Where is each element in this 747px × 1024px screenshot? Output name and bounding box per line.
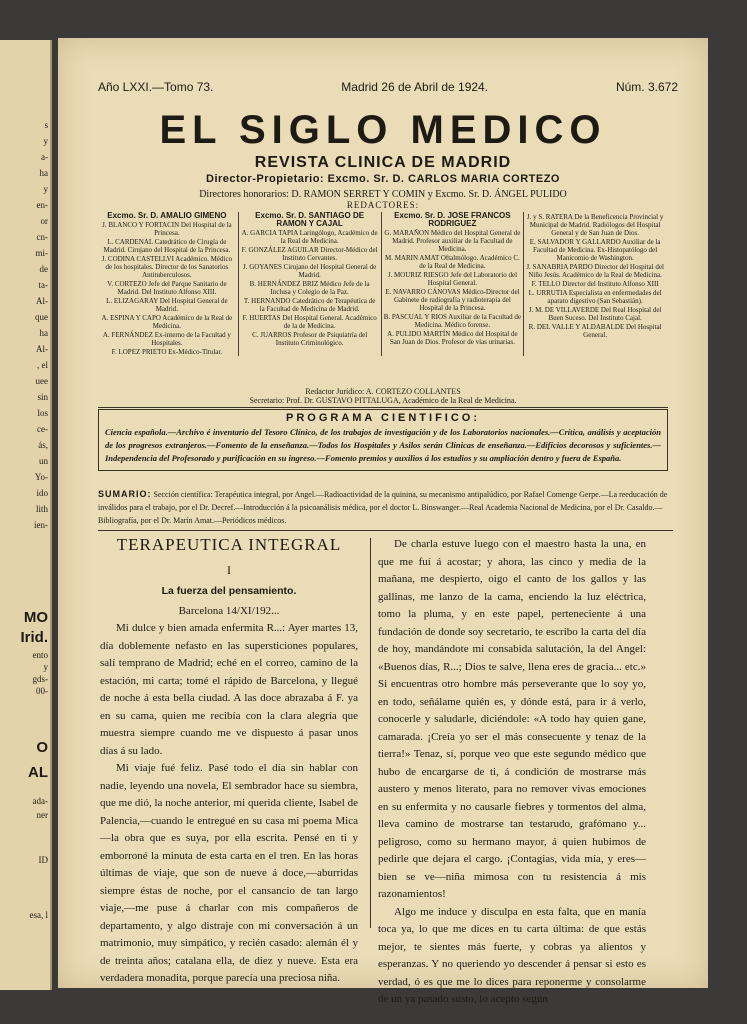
redactor-entry: G. MARAÑON Médico del Hospital General de Madrid. Profesor auxiliar de la Facultad de Medicina. — [384, 229, 521, 253]
left-page-fragment: ás, — [38, 440, 48, 450]
volume-info: Año LXXI.—Tomo 73. — [98, 80, 214, 94]
redactor-entry: J. M. DE VILLAVERDE Del Real Hospital del Buen Suceso. Del Instituto Cajal. — [528, 306, 662, 322]
left-page-fragment: ner — [36, 810, 48, 820]
issue-date: Madrid 26 de Abril de 1924. — [341, 80, 489, 94]
paragraph: De charla estuve luego con el maestro hasta la una, en que me fuí á acostar; y ahora, las cinco y media de la mañana, me despierto, oigo el canto de los gallos y las gallinas, me lanzo de la cama, enciendo la luz eléctrica, tomo la pluma, y en este papel, perteneciente á una fundación de donde soy secretario, te escribo la carta del día de hoy, mandándote mi consabida salutación, la del Angel: «Buenos días, R...; Dios te salve, llena eres de gracia... etc.» Si encuentras otro hombre más perseverante que lo soy yo, en todo, señálame quién es, y dónde está, para ir á verlo, conocerle y saludarle, diciéndole: «A todo hay quien gane, camarada. ¡Creía yo ser el más consecuente y tenaz de la tierra!» Tenaz, sí, porque veo que este segundo médico que hubo de encargarse de ti, á condición de mostrarse más austero y menos literato, para no remover vivas emociones en su enfermita y no causarle fiebres y tormentos del alma, lleva camino de mostrarse tan testarudo, grafómano y... peligroso, como su hermano mayor, á quien hubimos de pedirle que dejara el cargo. ¡Contagias, vida mía, y eres—bien se ve—niña mimosa con tu resistencia á mis razonamientos! — [378, 538, 646, 900]
redactor-entry: F. TELLO Director del Instituto Alfonso XIII — [531, 280, 659, 288]
program-heading: PROGRAMA CIENTIFICO: — [285, 412, 481, 424]
director-line: Director-Propietario: Excmo. Sr. D. CARLOS MARIA CORTEZO — [206, 173, 560, 185]
redactor-entry: L. ELIZAGARAY Del Hospital General de Madrid. — [106, 297, 228, 313]
left-page-fragment: ada- — [32, 796, 48, 806]
redactores-column — [382, 212, 525, 356]
issue-number: Núm. 3.672 — [615, 80, 678, 94]
summary-label: SUMARIO: — [98, 489, 152, 499]
left-page-fragment: 00- — [36, 686, 48, 696]
article-subtitle: La fuerza del pensamiento. — [161, 585, 297, 597]
honorary-directors: Directores honorarios: D. RAMON SERRET Y COMIN y Excmo. Sr. D. ÁNGEL PULIDO — [199, 189, 567, 200]
left-page-edge — [0, 40, 52, 990]
redactores-column — [239, 212, 382, 356]
secretary-line: Secretario: Prof. Dr. GUSTAVO PITTALUGA, Académico de la Real de Medicina. — [249, 396, 517, 405]
left-page-fragment: or — [40, 216, 48, 226]
left-page-fragment: ID — [38, 855, 48, 865]
left-page-fragment: Al- — [36, 344, 48, 354]
left-page-fragment: ha — [39, 328, 48, 338]
redactor-entry: E. NAVARRO CÁNOVAS Médico-Director del Gabinete de radiografía y radioterapia del Hospital de la Princesa. — [385, 288, 520, 312]
column-head: Excmo. Sr. D. JOSE FRANCOS RODRIGUEZ — [394, 211, 511, 228]
redactor-entry: J. GOYANES Cirujano del Hospital General de Madrid. — [243, 263, 377, 279]
paragraph: Mi viaje fué feliz. Pasé todo el día sin hablar con nadie, leyendo una novela, El sembrador hace su siembra, que me dió, la noche anterior, mi querida cliente, Isabel de Palencia,—cuando le entregué en su casa mi poema Mica—la obra que es suya, por ella escrita. Pensé en ti y emborroné la minuta de esta carta en el tren. En las horas últimas de viaje, que son de nueve á doce,—aburridas siempre éstas de noche, por el cansancio de tan largo viaje,—me puse á charlar con mis compañeros de departamento, y algo distraje con mi conversación á un matrimonio, muy simpático, y recién casado: alemán él y de treinta años; catalana ella, de diez y nueve. Esta era verdadera monadita, porque parecía una preciosa niña. — [100, 762, 358, 984]
redactor-entry: A. FERNÁNDEZ Ex-interno de la Facultad y Hospitales. — [102, 331, 231, 347]
masthead-meta — [98, 80, 678, 94]
column-head: Excmo. Sr. D. SANTIAGO DE RAMON Y CAJAL — [255, 211, 365, 228]
redactor-entry: F. GONZÁLEZ AGUILAR Director-Médico del Instituto Cervantes. — [241, 246, 378, 262]
redactor-entry: J. y S. RATERA De la Beneficencia Provincial y Municipal de Madrid. Radiólogos del Hospital General y de San Juan de Dios. — [526, 213, 664, 237]
redactores-column — [524, 212, 666, 356]
redactores-columns — [96, 212, 666, 356]
left-page-fragment: Al- — [36, 296, 48, 306]
redactor-entry: C. JUARROS Profesor de Psiquiatría del Instituto Criminológico. — [252, 331, 368, 347]
article-place-date: Barcelona 14/XI/192... — [178, 604, 280, 617]
left-page-fragment: sin — [37, 392, 48, 402]
left-page-fragment: ta- — [38, 280, 48, 290]
redactor-entry: F. LOPEZ PRIETO Ex-Médico-Titular. — [111, 348, 223, 356]
redactores-column — [96, 212, 239, 356]
redactor-entry: A. ESPINA Y CAPO Académico de la Real de Medicina. — [101, 314, 233, 330]
summary-text: Sección científica: Terapéutica integral, por Angel.—Radioactividad de la quinina, su mecanismo antipalúdico, por Rafael Comenge Gerpe.—La reeducación de inválidos para el trabajo, por el Dr. Decref.—Introducción á la psicoanálisis médica, por el doctor L. Binswanger.—Real Academia Nacional de Medicina, por el Dr. Casaldo.—Bibliografía, por el Dr. Marín Amat.—Periódicos médicos. — [98, 490, 668, 525]
article-column-right — [378, 536, 646, 1009]
left-page-fragment: en- — [36, 200, 48, 210]
redactor-entry: T. HERNANDO Catedrático de Terapéutica de la Facultad de Medicina de Madrid. — [243, 297, 376, 313]
left-page-fragment: ce- — [37, 424, 48, 434]
left-page-fragment: , el — [37, 360, 48, 370]
redactor-entry: L. CARDENAL Catedrático de Cirugía de Madrid. Cirujano del Hospital de la Princesa. — [103, 238, 231, 254]
left-page-fragment: que — [35, 312, 48, 322]
redactor-entry: V. CORTEZO Jefe del Parque Sanitario de Madrid. Del Instituto Alfonso XIII. — [107, 280, 227, 296]
redactor-entry: J. CODINA CASTELLVI Académico. Médico de los hospitales. Director de los Sanatorios Antituberculosos. — [101, 255, 233, 279]
redactor-entry: B. PASCUAL Y RIOS Auxiliar de la Facultad de Medicina. Médico forense. — [383, 313, 521, 329]
left-page-fragment: Yo- — [34, 472, 48, 482]
article-title: TERAPEUTICA INTEGRAL — [116, 535, 342, 554]
article-section-number: I — [227, 562, 231, 577]
column-rule — [370, 538, 371, 928]
redactor-entry: B. HERNÁNDEZ BRIZ Médico Jefe de la Inclusa y Colegio de la Paz. — [249, 280, 370, 296]
redactores-label: REDACTORES: — [346, 200, 420, 210]
left-page-fragment: ento — [32, 650, 48, 660]
redactor-entry: E. SALVADOR Y GALLARDO Auxiliar de la Facultad de Medicina. Ex-Histopatólogo del Manicomio de Washington. — [529, 238, 661, 262]
left-page-fragment: esa, l — [29, 910, 48, 920]
newspaper-page — [58, 38, 708, 1005]
redactor-entry: R. DEL VALLE Y ALDABALDE Del Hospital General. — [528, 323, 662, 339]
left-page-fragment: un — [39, 456, 48, 466]
scientific-program-box — [98, 409, 668, 471]
article-column-left — [100, 536, 358, 988]
summary — [98, 488, 673, 527]
divider — [98, 530, 673, 531]
column-head: Excmo. Sr. D. AMALIO GIMENO — [107, 211, 227, 220]
left-page-fragment: ien- — [34, 520, 48, 530]
left-page-fragment: ido — [36, 488, 48, 498]
divider — [98, 407, 668, 408]
left-page-fragment: cn- — [36, 232, 48, 242]
left-page-fragment: gds- — [32, 674, 48, 684]
redactor-entry: A. GARCIA TAPIA Laringólogo, Académico de la Real de Medicina. — [241, 229, 378, 245]
left-page-fragment: mi- — [35, 248, 48, 258]
left-page-fragment: a- — [41, 152, 48, 162]
left-page-fragment: y — [43, 184, 48, 194]
redactor-entry: M. MARIN AMAT Oftalmólogo. Académico C. de la Real de Medicina. — [384, 254, 520, 270]
newspaper-title: EL SIGLO MEDICO — [159, 108, 607, 152]
left-page-fragment: O — [36, 739, 48, 756]
left-page-fragment: los — [37, 408, 48, 418]
redactor-entry: J. BLANCO Y FORTACIN Del Hospital de la Princesa. — [102, 221, 232, 237]
paragraph: Mi dulce y bien amada enfermita R...: Ayer martes 13, día doblemente nefasto en las supersticiones populares, salí temprano de Madrid; eché en el correo, camino de la estación, mi carta; tomé el rápido de Barcelona, y llegué de noche á esta bella ciudad. A las doce abrazaba á F. ya en su cama, quien me recibía con la clara alegría que muestra siempre cuando me ve dispuesto á pasar unos días á su lado. — [100, 622, 358, 757]
newspaper-subtitle: REVISTA CLINICA DE MADRID — [254, 154, 512, 171]
left-page-fragment: Irid. — [20, 629, 48, 646]
left-page-fragment: de — [39, 264, 48, 274]
left-page-fragment: AL — [28, 764, 48, 781]
left-page-fragment: MO — [23, 609, 48, 626]
left-page-fragment: y — [43, 662, 48, 672]
redactor-entry: F. HUERTAS Del Hospital General. Académico de la de Medicina. — [242, 314, 377, 330]
redactor-entry: A. PULIDO MARTÍN Médico del Hospital de San Juan de Dios. Profesor de vías urinarias. — [387, 330, 518, 346]
program-text: Ciencia española.—Archivo é inventario del Tesoro Clínico, de los trabajos de investigación y de los Laboratorios nacionales.—Crítica, análisis y aceptación de los progresos extranjeros.—Fomento de la enseñanza.—Todos los Hospitales y Asilos serán Clínicas de enseñanza.—Edificios decorosos y suficientes.—Independencia del Profesorado y purificación en su ingreso.—Fomento premios y auxilios á los estudios y su ampliación dentro y fuera de España. — [105, 427, 661, 463]
left-page-fragment: s — [44, 120, 48, 130]
left-page-fragment: uee — [35, 376, 48, 386]
left-page-fragment: y — [43, 136, 48, 146]
redactor-entry: L. URRUTIA Especialista en enfermedades del aparato digestivo (San Sebastián). — [528, 289, 662, 305]
legal-editor: Redactor Jurídico: A. CORTEZO COLLANTES — [305, 387, 461, 396]
redactor-entry: J. SANABRIA PARDO Director del Hospital del Niño Jesús. Académico de la Real de Medicina. — [526, 263, 664, 279]
redactor-entry: J. MOURIZ RIESGO Jefe del Laboratorio del Hospital General. — [387, 271, 518, 287]
paragraph: Algo me induce y disculpa en esta falta, que en manía toca ya, lo que me dices en tu carta última: de que estás mejor, te sientes más fuerte, y cobras ya alientos y esperanzas. Y no queriendo yo descender á pensar si esto es verdad, ó es que me lo dices para reponerme y consolarme de un ya pasado susto, lo acepto según — [378, 905, 646, 1005]
left-page-fragment: lith — [35, 504, 48, 514]
left-page-fragment: ha — [39, 168, 48, 178]
